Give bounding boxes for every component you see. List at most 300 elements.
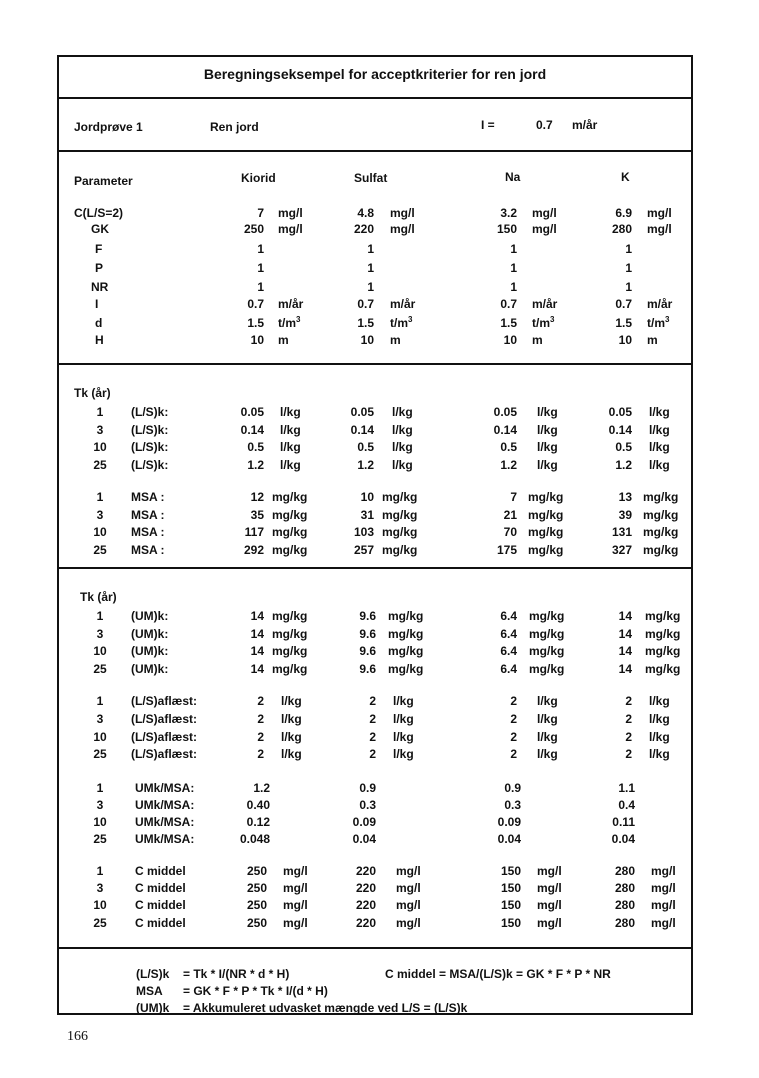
row-label: MSA : (131, 543, 165, 557)
row-value: 31 (360, 508, 374, 522)
tk-value: 3 (96, 627, 104, 641)
row-value: 280 (614, 916, 635, 930)
row-unit: mg/l (537, 881, 562, 895)
row-unit: l/kg (281, 694, 302, 708)
row-unit: mg/l (651, 916, 676, 930)
row-unit: l/kg (649, 440, 670, 454)
row-unit: mg/l (283, 864, 308, 878)
row-unit: l/kg (649, 730, 670, 744)
row-value: 2 (625, 712, 632, 726)
row-unit: mg/kg (388, 627, 424, 641)
row-unit: l/kg (537, 730, 558, 744)
row-label: C middel (135, 898, 186, 912)
column-header: Sulfat (354, 171, 388, 185)
parameter-value: 1 (625, 261, 632, 275)
page-number: 166 (67, 1029, 88, 1044)
row-value: 6.4 (500, 609, 517, 623)
row-unit: l/kg (392, 405, 413, 419)
row-unit: mg/kg (528, 508, 564, 522)
row-unit: mg/l (396, 881, 421, 895)
row-unit: l/kg (649, 712, 670, 726)
row-value: 1.2 (500, 458, 517, 472)
row-value: 0.14 (240, 423, 264, 437)
row-value: 0.5 (357, 440, 374, 454)
row-unit: mg/l (283, 898, 308, 912)
row-value: 2 (369, 730, 376, 744)
row-label: UMk/MSA: (135, 781, 195, 795)
tk-value: 3 (96, 798, 104, 812)
row-unit: mg/kg (645, 609, 681, 623)
parameter-value: 1 (367, 280, 374, 294)
row-value: 0.05 (608, 405, 632, 419)
row-label: (L/S)aflæst: (131, 712, 197, 726)
parameter-unit: mg/l (390, 222, 415, 236)
row-value: 327 (611, 543, 632, 557)
sample-label: Jordprøve 1 (74, 120, 143, 134)
row-value: 257 (353, 543, 374, 557)
parameter-value: 1 (625, 242, 632, 256)
formula-rhs: = Tk * I/(NR * d * H) (183, 967, 290, 981)
row-unit: mg/kg (382, 525, 418, 539)
row-unit: mg/kg (388, 609, 424, 623)
formula-lhs: (UM)k (136, 1001, 170, 1015)
divider (57, 97, 693, 99)
row-unit: l/kg (537, 440, 558, 454)
row-label: C middel (135, 881, 186, 895)
tk-value: 10 (93, 440, 107, 454)
row-value: 6.4 (500, 662, 517, 676)
tk-value: 10 (93, 898, 107, 912)
parameter-value: 1.5 (615, 316, 632, 330)
row-value: 280 (614, 864, 635, 878)
row-value: 2 (257, 712, 264, 726)
row-value: 21 (503, 508, 517, 522)
row-unit: l/kg (649, 405, 670, 419)
parameter-value: 1 (257, 261, 264, 275)
unit-superscript: 3 (550, 315, 555, 324)
row-value: 131 (611, 525, 632, 539)
row-unit: mg/l (396, 916, 421, 930)
i-unit: m/år (572, 118, 598, 132)
row-label: (L/S)aflæst: (131, 747, 197, 761)
row-label: MSA : (131, 525, 165, 539)
parameter-value: 1 (510, 242, 517, 256)
tk-value: 3 (96, 881, 104, 895)
formula-rhs: = Akkumuleret udvasket mængde ved L/S = (L/S)k (183, 1001, 468, 1015)
tk-value: 1 (96, 694, 104, 708)
parameter-unit: mg/l (647, 206, 672, 220)
row-unit: mg/kg (272, 644, 308, 658)
row-unit: mg/kg (643, 525, 679, 539)
divider (57, 363, 693, 365)
row-value: 0.04 (611, 832, 635, 846)
row-value: 14 (618, 609, 632, 623)
row-unit: mg/l (283, 881, 308, 895)
row-value: 35 (250, 508, 264, 522)
formula-lhs: MSA (136, 984, 163, 998)
row-value: 2 (257, 747, 264, 761)
row-value: 220 (355, 881, 376, 895)
tk-value: 10 (93, 815, 107, 829)
row-value: 2 (510, 712, 517, 726)
row-unit: mg/l (396, 864, 421, 878)
column-header: Na (505, 170, 521, 184)
row-unit: mg/kg (529, 627, 565, 641)
row-unit: l/kg (537, 694, 558, 708)
sample-soil: Ren jord (210, 120, 259, 134)
row-value: 250 (246, 881, 267, 895)
row-unit: l/kg (649, 747, 670, 761)
row-value: 292 (243, 543, 264, 557)
row-unit: mg/kg (645, 662, 681, 676)
row-value: 0.12 (246, 815, 270, 829)
row-label: (L/S)k: (131, 458, 169, 472)
row-unit: l/kg (392, 458, 413, 472)
parameter-name: F (95, 242, 103, 256)
tk-value: 25 (93, 458, 107, 472)
row-value: 0.09 (497, 815, 521, 829)
row-unit: l/kg (537, 458, 558, 472)
row-value: 39 (618, 508, 632, 522)
row-value: 2 (625, 694, 632, 708)
row-unit: mg/l (651, 864, 676, 878)
row-unit: mg/kg (382, 508, 418, 522)
row-label: (L/S)aflæst: (131, 730, 197, 744)
row-value: 280 (614, 881, 635, 895)
parameter-unit: m (278, 333, 289, 347)
row-unit: mg/kg (528, 543, 564, 557)
parameter-value: 1.5 (357, 316, 374, 330)
row-value: 9.6 (359, 662, 376, 676)
row-label: MSA : (131, 508, 165, 522)
row-value: 2 (510, 747, 517, 761)
row-value: 280 (614, 898, 635, 912)
row-value: 250 (246, 916, 267, 930)
row-value: 10 (360, 490, 374, 504)
row-unit: l/kg (649, 423, 670, 437)
parameter-unit: m/år (532, 297, 558, 311)
parameter-value: 1 (367, 242, 374, 256)
row-unit: mg/kg (272, 662, 308, 676)
tk-header: Tk (år) (74, 386, 111, 400)
parameter-unit: $t/m^3$ (647, 315, 670, 330)
row-value: 9.6 (359, 627, 376, 641)
parameter-unit: mg/l (278, 206, 303, 220)
formula-cmiddel: C middel = MSA/(L/S)k = GK * F * P * NR (385, 967, 611, 981)
parameter-header: Parameter (74, 174, 133, 188)
row-value: 0.9 (359, 781, 376, 795)
row-label: UMk/MSA: (135, 798, 195, 812)
row-value: 1.2 (357, 458, 374, 472)
formula-lhs: (L/S)k (136, 967, 170, 981)
row-value: 1.2 (253, 781, 270, 795)
row-label: UMk/MSA: (135, 832, 195, 846)
row-value: 0.09 (352, 815, 376, 829)
row-unit: mg/l (651, 881, 676, 895)
row-unit: mg/kg (272, 508, 308, 522)
row-value: 0.048 (239, 832, 270, 846)
tk-value: 25 (93, 543, 107, 557)
tk-value: 1 (96, 490, 104, 504)
row-value: 250 (246, 898, 267, 912)
row-value: 14 (250, 627, 264, 641)
row-value: 220 (355, 916, 376, 930)
parameter-value: 10 (618, 333, 632, 347)
row-value: 2 (369, 694, 376, 708)
parameter-name: I (95, 297, 99, 311)
parameter-name: H (95, 333, 104, 347)
parameter-value: 1 (367, 261, 374, 275)
parameter-unit: mg/l (532, 206, 557, 220)
parameter-name: d (95, 316, 103, 330)
row-unit: l/kg (537, 712, 558, 726)
row-value: 2 (369, 712, 376, 726)
row-unit: mg/l (537, 916, 562, 930)
row-unit: mg/kg (528, 525, 564, 539)
tk-value: 25 (93, 662, 107, 676)
row-unit: l/kg (392, 440, 413, 454)
row-value: 0.3 (504, 798, 521, 812)
parameter-name: P (95, 261, 104, 275)
row-label: (L/S)k: (131, 423, 169, 437)
formula-rhs: = GK * F * P * Tk * I/(d * H) (183, 984, 328, 998)
row-value: 250 (246, 864, 267, 878)
row-unit: mg/kg (388, 662, 424, 676)
row-value: 103 (353, 525, 374, 539)
row-unit: mg/kg (272, 543, 308, 557)
row-value: 0.14 (608, 423, 632, 437)
parameter-name: NR (91, 280, 109, 294)
row-label: (UM)k: (131, 662, 169, 676)
row-value: 2 (625, 730, 632, 744)
row-label: (UM)k: (131, 644, 169, 658)
divider (57, 150, 693, 152)
tk-value: 25 (93, 916, 107, 930)
row-unit: l/kg (280, 458, 301, 472)
tk-value: 1 (96, 864, 104, 878)
row-value: 2 (369, 747, 376, 761)
parameter-value: 280 (611, 222, 632, 236)
parameter-value: 1 (625, 280, 632, 294)
row-unit: mg/kg (272, 525, 308, 539)
row-unit: l/kg (649, 694, 670, 708)
divider (57, 567, 693, 569)
i-value: 0.7 (536, 118, 553, 132)
row-unit: l/kg (393, 694, 414, 708)
parameter-unit: m (390, 333, 401, 347)
tk-value: 1 (96, 609, 104, 623)
row-unit: l/kg (280, 423, 301, 437)
parameter-value: 10 (360, 333, 374, 347)
parameter-name: C(L/S=2) (74, 206, 124, 220)
parameter-value: 1 (257, 242, 264, 256)
row-value: 150 (500, 864, 521, 878)
row-unit: mg/l (537, 864, 562, 878)
row-label: (UM)k: (131, 609, 169, 623)
row-value: 150 (500, 916, 521, 930)
row-label: (L/S)k: (131, 440, 169, 454)
row-value: 14 (618, 644, 632, 658)
parameter-unit: mg/l (278, 222, 303, 236)
row-unit: l/kg (281, 712, 302, 726)
row-value: 1.1 (618, 781, 635, 795)
row-unit: mg/kg (645, 627, 681, 641)
row-value: 220 (355, 864, 376, 878)
row-value: 6.4 (500, 627, 517, 641)
row-value: 12 (250, 490, 264, 504)
row-label: MSA : (131, 490, 165, 504)
row-unit: mg/kg (528, 490, 564, 504)
row-label: C middel (135, 916, 186, 930)
i-label: I = (481, 118, 495, 132)
tk-value: 10 (93, 730, 107, 744)
row-unit: l/kg (393, 730, 414, 744)
row-value: 9.6 (359, 644, 376, 658)
row-value: 14 (618, 627, 632, 641)
parameter-value: 220 (353, 222, 374, 236)
row-unit: l/kg (393, 747, 414, 761)
row-value: 0.9 (504, 781, 521, 795)
parameter-value: 1.5 (500, 316, 517, 330)
row-label: (UM)k: (131, 627, 169, 641)
parameter-value: 1 (510, 261, 517, 275)
row-value: 70 (503, 525, 517, 539)
row-unit: l/kg (281, 747, 302, 761)
row-value: 0.05 (350, 405, 374, 419)
row-value: 14 (250, 644, 264, 658)
row-value: 0.5 (247, 440, 264, 454)
parameter-value: 0.7 (357, 297, 374, 311)
row-label: UMk/MSA: (135, 815, 195, 829)
row-value: 0.5 (615, 440, 632, 454)
row-value: 0.11 (612, 815, 635, 829)
row-unit: l/kg (649, 458, 670, 472)
row-value: 13 (618, 490, 632, 504)
row-value: 0.14 (350, 423, 374, 437)
tk-value: 1 (96, 405, 104, 419)
row-value: 0.04 (352, 832, 376, 846)
parameter-value: 1 (510, 280, 517, 294)
parameter-value: 0.7 (247, 297, 264, 311)
parameter-value: 1.5 (247, 316, 264, 330)
row-value: 2 (257, 730, 264, 744)
row-value: 0.05 (493, 405, 517, 419)
row-value: 2 (625, 747, 632, 761)
row-unit: l/kg (537, 747, 558, 761)
row-value: 0.4 (618, 798, 635, 812)
parameter-unit: m/år (647, 297, 673, 311)
row-unit: mg/kg (382, 543, 418, 557)
parameter-value: 4.8 (357, 206, 374, 220)
parameter-value: 6.9 (615, 206, 632, 220)
tk-value: 3 (96, 712, 104, 726)
row-label: C middel (135, 864, 186, 878)
tk-value: 25 (93, 747, 107, 761)
parameter-name: GK (91, 222, 109, 236)
row-value: 0.05 (240, 405, 264, 419)
row-label: (L/S)k: (131, 405, 169, 419)
parameter-unit: m (647, 333, 658, 347)
row-value: 1.2 (247, 458, 264, 472)
row-unit: l/kg (393, 712, 414, 726)
unit-superscript: 3 (665, 315, 670, 324)
row-value: 0.5 (500, 440, 517, 454)
unit-superscript: 3 (408, 315, 413, 324)
parameter-unit: m/år (278, 297, 304, 311)
row-unit: mg/kg (643, 490, 679, 504)
column-header: K (621, 170, 630, 184)
row-unit: mg/kg (643, 508, 679, 522)
row-unit: mg/kg (645, 644, 681, 658)
row-unit: mg/l (537, 898, 562, 912)
parameter-unit: $t/m^3$ (278, 315, 301, 330)
row-value: 0.04 (497, 832, 521, 846)
row-unit: mg/kg (529, 609, 565, 623)
row-value: 117 (244, 525, 264, 539)
row-value: 175 (496, 543, 517, 557)
tk-value: 10 (93, 525, 107, 539)
row-value: 7 (510, 490, 517, 504)
row-value: 220 (355, 898, 376, 912)
parameter-value: 0.7 (500, 297, 517, 311)
tk-header: Tk (år) (80, 590, 117, 604)
row-unit: l/kg (280, 440, 301, 454)
row-value: 9.6 (359, 609, 376, 623)
row-value: 150 (500, 881, 521, 895)
row-value: 1.2 (615, 458, 632, 472)
tk-value: 1 (96, 781, 104, 795)
row-value: 6.4 (500, 644, 517, 658)
tk-value: 3 (96, 508, 104, 522)
row-unit: mg/l (396, 898, 421, 912)
row-unit: mg/kg (529, 644, 565, 658)
parameter-unit: mg/l (532, 222, 557, 236)
row-unit: l/kg (280, 405, 301, 419)
row-unit: l/kg (537, 405, 558, 419)
row-value: 2 (257, 694, 264, 708)
row-value: 0.3 (359, 798, 376, 812)
row-unit: l/kg (392, 423, 413, 437)
column-header: Kiorid (241, 171, 276, 185)
tk-value: 10 (93, 644, 107, 658)
row-value: 150 (500, 898, 521, 912)
parameter-unit: mg/l (390, 206, 415, 220)
parameter-value: 10 (250, 333, 264, 347)
parameter-value: 250 (243, 222, 264, 236)
row-value: 14 (618, 662, 632, 676)
parameter-value: 7 (257, 206, 264, 220)
tk-value: 25 (93, 832, 107, 846)
row-unit: l/kg (281, 730, 302, 744)
row-value: 14 (250, 662, 264, 676)
row-unit: mg/kg (272, 609, 308, 623)
row-unit: mg/kg (382, 490, 418, 504)
row-unit: mg/kg (529, 662, 565, 676)
parameter-value: 150 (496, 222, 517, 236)
row-unit: mg/kg (388, 644, 424, 658)
row-unit: l/kg (537, 423, 558, 437)
parameter-value: 0.7 (615, 297, 632, 311)
row-unit: mg/l (651, 898, 676, 912)
row-unit: mg/kg (272, 627, 308, 641)
parameter-unit: mg/l (647, 222, 672, 236)
parameter-unit: m/år (390, 297, 416, 311)
row-unit: mg/l (283, 916, 308, 930)
divider (57, 947, 693, 949)
row-value: 14 (250, 609, 264, 623)
row-value: 0.40 (246, 798, 270, 812)
parameter-unit: $t/m^3$ (532, 315, 555, 330)
